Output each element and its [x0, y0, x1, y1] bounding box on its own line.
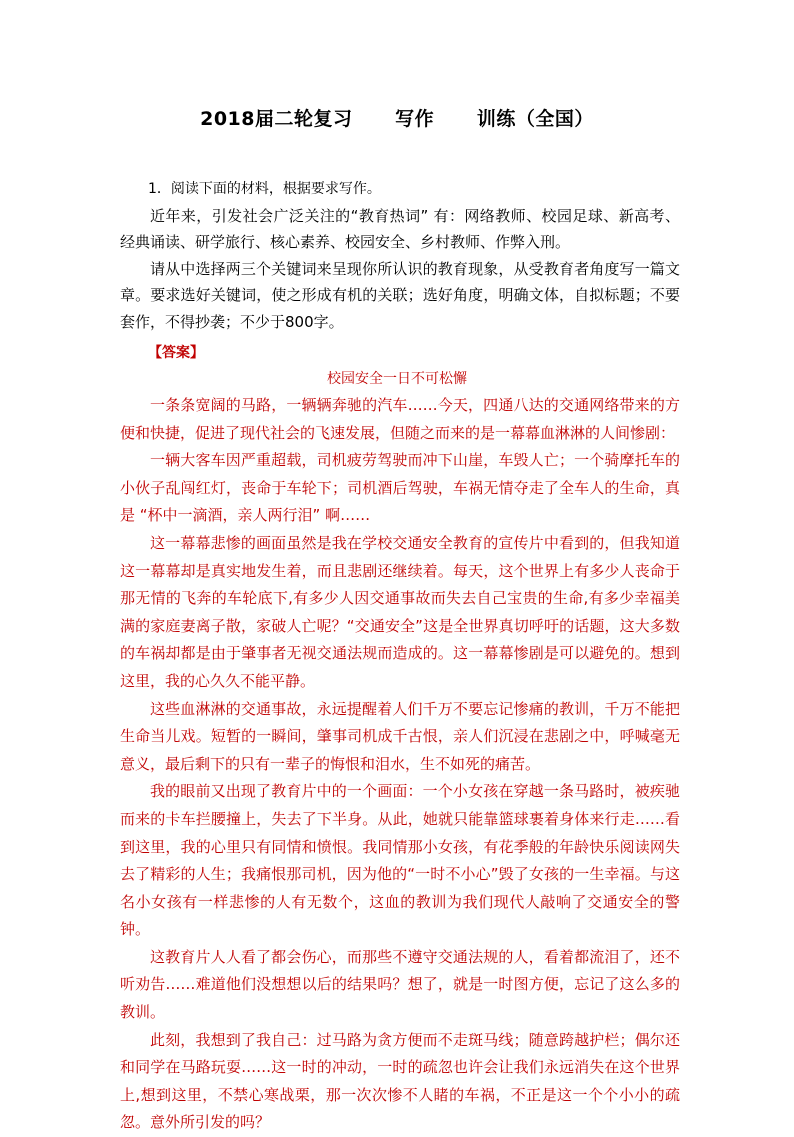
answer-label: 【答案】 [148, 345, 204, 361]
essay-paragraph: 此刻，我想到了我自己：过马路为贪方便而不走斑马线；随意跨越护栏；偶尔还和同学在马路玩耍……这一时的冲动，一时的疏忽也许会让我们永远消失在这个世界上,想到这里，不禁心寒战栗，那一次次惨不人睹的车祸，不正是这一个个小小的疏忽。意外所引发的吗？ [120, 1030, 680, 1132]
essay-paragraph: 这些血淋淋的交通事故，永远提醒着人们千万不要忘记惨痛的教训，千万不能把生命当儿戏。短暂的一瞬间，肇事司机成千古恨，亲人们沉浸在悲剧之中，呼喊毫无意义，最后剩下的只有一辈子的悔恨和泪水，生不如死的痛苦。 [120, 699, 680, 773]
essay-paragraph: 一辆大客车因严重超载，司机疲劳驾驶而冲下山崖，车毁人亡；一个骑摩托车的小伙子乱闯红灯，丧命于车轮下；司机酒后驾驶，车祸无情夺走了全车人的生命，真是 “杯中一滴酒，亲人两行泪” 啊…… [120, 451, 680, 525]
essay-paragraph: 这一幕幕悲惨的画面虽然是我在学校交通安全教育的宣传片中看到的，但我知道这一幕幕却是真实地发生着，而且悲剧还继续着。每天，这个世界上有多少人丧命于那无情的飞奔的车轮底下,有多少人因交通事故而失去自己宝贵的生命,有多少幸福美满的家庭妻离子散，家破人亡呢？“交通安全”这是全世界真切呼吁的话题，这大多数的车祸却都是由于肇事者无视交通法规而造成的。这一幕幕惨剧是可以避免的。想到这里，我的心久久不能平静。 [120, 533, 680, 690]
question-prompt: 1．阅读下面的材料，根据要求写作。 [148, 181, 381, 197]
document-title: 2018届二轮复习 写作 训练（全国） [200, 108, 594, 130]
essay-paragraph: 这教育片人人看了都会伤心，而那些不遵守交通法规的人，看着都流泪了，还不听劝告……难道他们没想想以后的结果吗？想了，就是一时图方便，忘记了这么多的教训。 [120, 947, 680, 1022]
essay-title: 校园安全一日不可松懈 [327, 371, 467, 387]
question-block [120, 176, 680, 335]
question-material: 近年来，引发社会广泛关注的“教育热词” 有：网络教师、校园足球、新高考、经典诵读、研学旅行、核心素养、校园安全、乡村教师、作弊入刑。 [120, 206, 680, 251]
essay-paragraph: 一条条宽阔的马路，一辆辆奔驰的汽车……今天，四通八达的交通网络带来的方便和快捷，促进了现代社会的飞速发展，但随之而来的是一幕幕血淋淋的人间惨剧： [120, 396, 680, 442]
question-requirements: 请从中选择两三个关键词来呈现你所认识的教育现象，从受教育者角度写一篇文章。要求选好关键词，使之形成有机的关联；选好角度，明确文体，自拟标题；不要套作，不得抄袭；不少于800字。 [120, 259, 680, 331]
essay-body [120, 392, 680, 1137]
essay-paragraph: 我的眼前又出现了教育片中的一个画面：一个小女孩在穿越一条马路时，被疾驰而来的卡车拦腰撞上，失去了下半身。从此，她就只能靠篮球裹着身体来行走……看到这里，我的心里只有同情和愤恨。我同情那小女孩，有花季般的年龄快乐阅读网失去了精彩的人生；我痛恨那司机，因为他的“一时不小心”毁了女孩的一生幸福。与这名小女孩有一样悲惨的人有无数个，这血的教训为我们现代人敲响了交通安全的警钟。 [120, 782, 680, 939]
